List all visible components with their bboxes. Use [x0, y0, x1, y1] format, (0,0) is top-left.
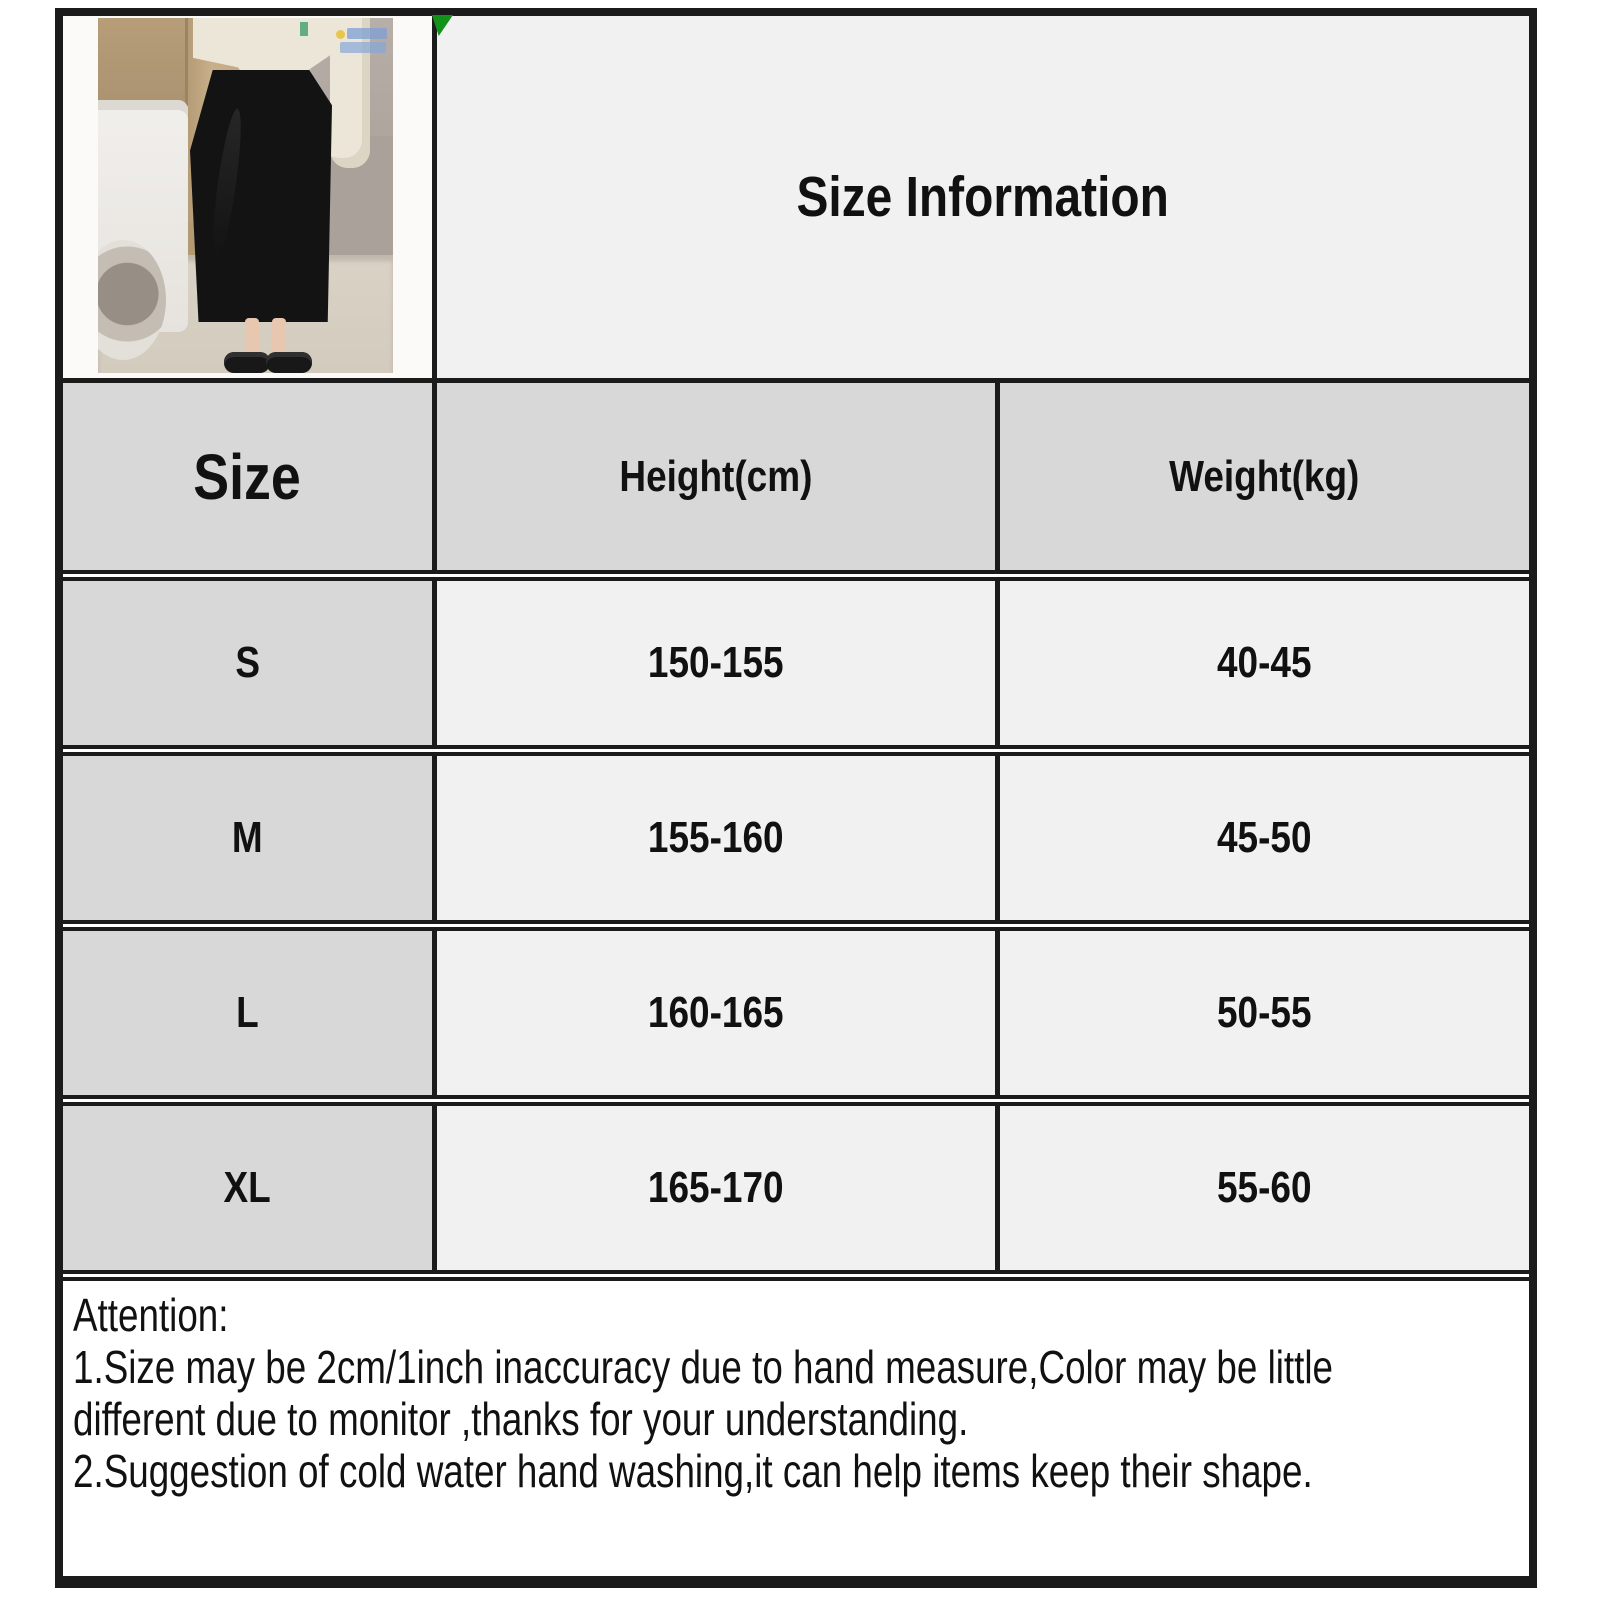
- weight-value: 55-60: [1217, 1163, 1312, 1212]
- weight-value: 45-50: [1217, 813, 1312, 862]
- size-label: M: [232, 813, 263, 862]
- divider: [63, 1095, 1529, 1106]
- page-title: Size Information: [796, 165, 1170, 229]
- photo-slipper: [224, 352, 270, 373]
- height-value: 160-165: [648, 988, 784, 1037]
- product-photo-cell: [63, 16, 437, 378]
- size-label: L: [236, 988, 259, 1037]
- column-header-weight-cell: [1000, 383, 1529, 570]
- weight-cell: [1000, 756, 1529, 920]
- table-row-xl: [63, 1106, 1529, 1270]
- weight-value: 50-55: [1217, 988, 1312, 1037]
- attention-section: [63, 1281, 1529, 1576]
- size-chart-sheet: [55, 8, 1537, 1588]
- column-header-height: Height(cm): [619, 451, 813, 501]
- weight-value: 40-45: [1217, 638, 1312, 687]
- attention-line: 2.Suggestion of cold water hand washing,it can help items keep their shape.: [73, 1445, 1313, 1497]
- table-row-l: [63, 931, 1529, 1095]
- size-cell: [63, 581, 437, 745]
- photo-black-skirt: [190, 70, 332, 322]
- height-cell: [437, 581, 1000, 745]
- table-row-s: [63, 581, 1529, 745]
- divider: [63, 920, 1529, 931]
- height-value: 155-160: [648, 813, 784, 862]
- watermark-dot-icon: [336, 30, 345, 39]
- divider: [63, 745, 1529, 756]
- product-photo: [98, 18, 393, 373]
- weight-cell: [1000, 931, 1529, 1095]
- attention-heading: Attention:: [73, 1289, 229, 1341]
- photo-watermark: [336, 28, 388, 54]
- height-cell: [437, 1106, 1000, 1270]
- size-cell: [63, 931, 437, 1095]
- photo-cabinet: [98, 18, 193, 106]
- size-cell: [63, 756, 437, 920]
- watermark-text-blur: [340, 42, 386, 53]
- watermark-fleck-icon: [300, 22, 308, 36]
- table-header-row: [63, 383, 1529, 570]
- photo-washing-machine: [98, 100, 188, 332]
- size-cell: [63, 1106, 437, 1270]
- height-cell: [437, 756, 1000, 920]
- height-value: 165-170: [648, 1163, 784, 1212]
- column-header-size-cell: [63, 383, 437, 570]
- watermark-text-blur: [347, 28, 387, 39]
- attention-line: 1.Size may be 2cm/1inch inaccuracy due to hand measure,Color may be little: [73, 1341, 1334, 1393]
- weight-cell: [1000, 581, 1529, 745]
- column-header-weight: Weight(kg): [1169, 451, 1360, 501]
- divider: [63, 570, 1529, 581]
- height-value: 150-155: [648, 638, 784, 687]
- column-header-height-cell: [437, 383, 1000, 570]
- attention-line: different due to monitor ,thanks for your understanding.: [73, 1393, 969, 1445]
- weight-cell: [1000, 1106, 1529, 1270]
- title-cell: [437, 16, 1529, 378]
- top-row: [63, 16, 1529, 378]
- photo-slipper: [266, 352, 312, 373]
- divider: [63, 1270, 1529, 1281]
- size-label: XL: [223, 1163, 272, 1212]
- column-header-size: Size: [193, 440, 302, 513]
- table-row-m: [63, 756, 1529, 920]
- size-label: S: [235, 638, 260, 687]
- height-cell: [437, 931, 1000, 1095]
